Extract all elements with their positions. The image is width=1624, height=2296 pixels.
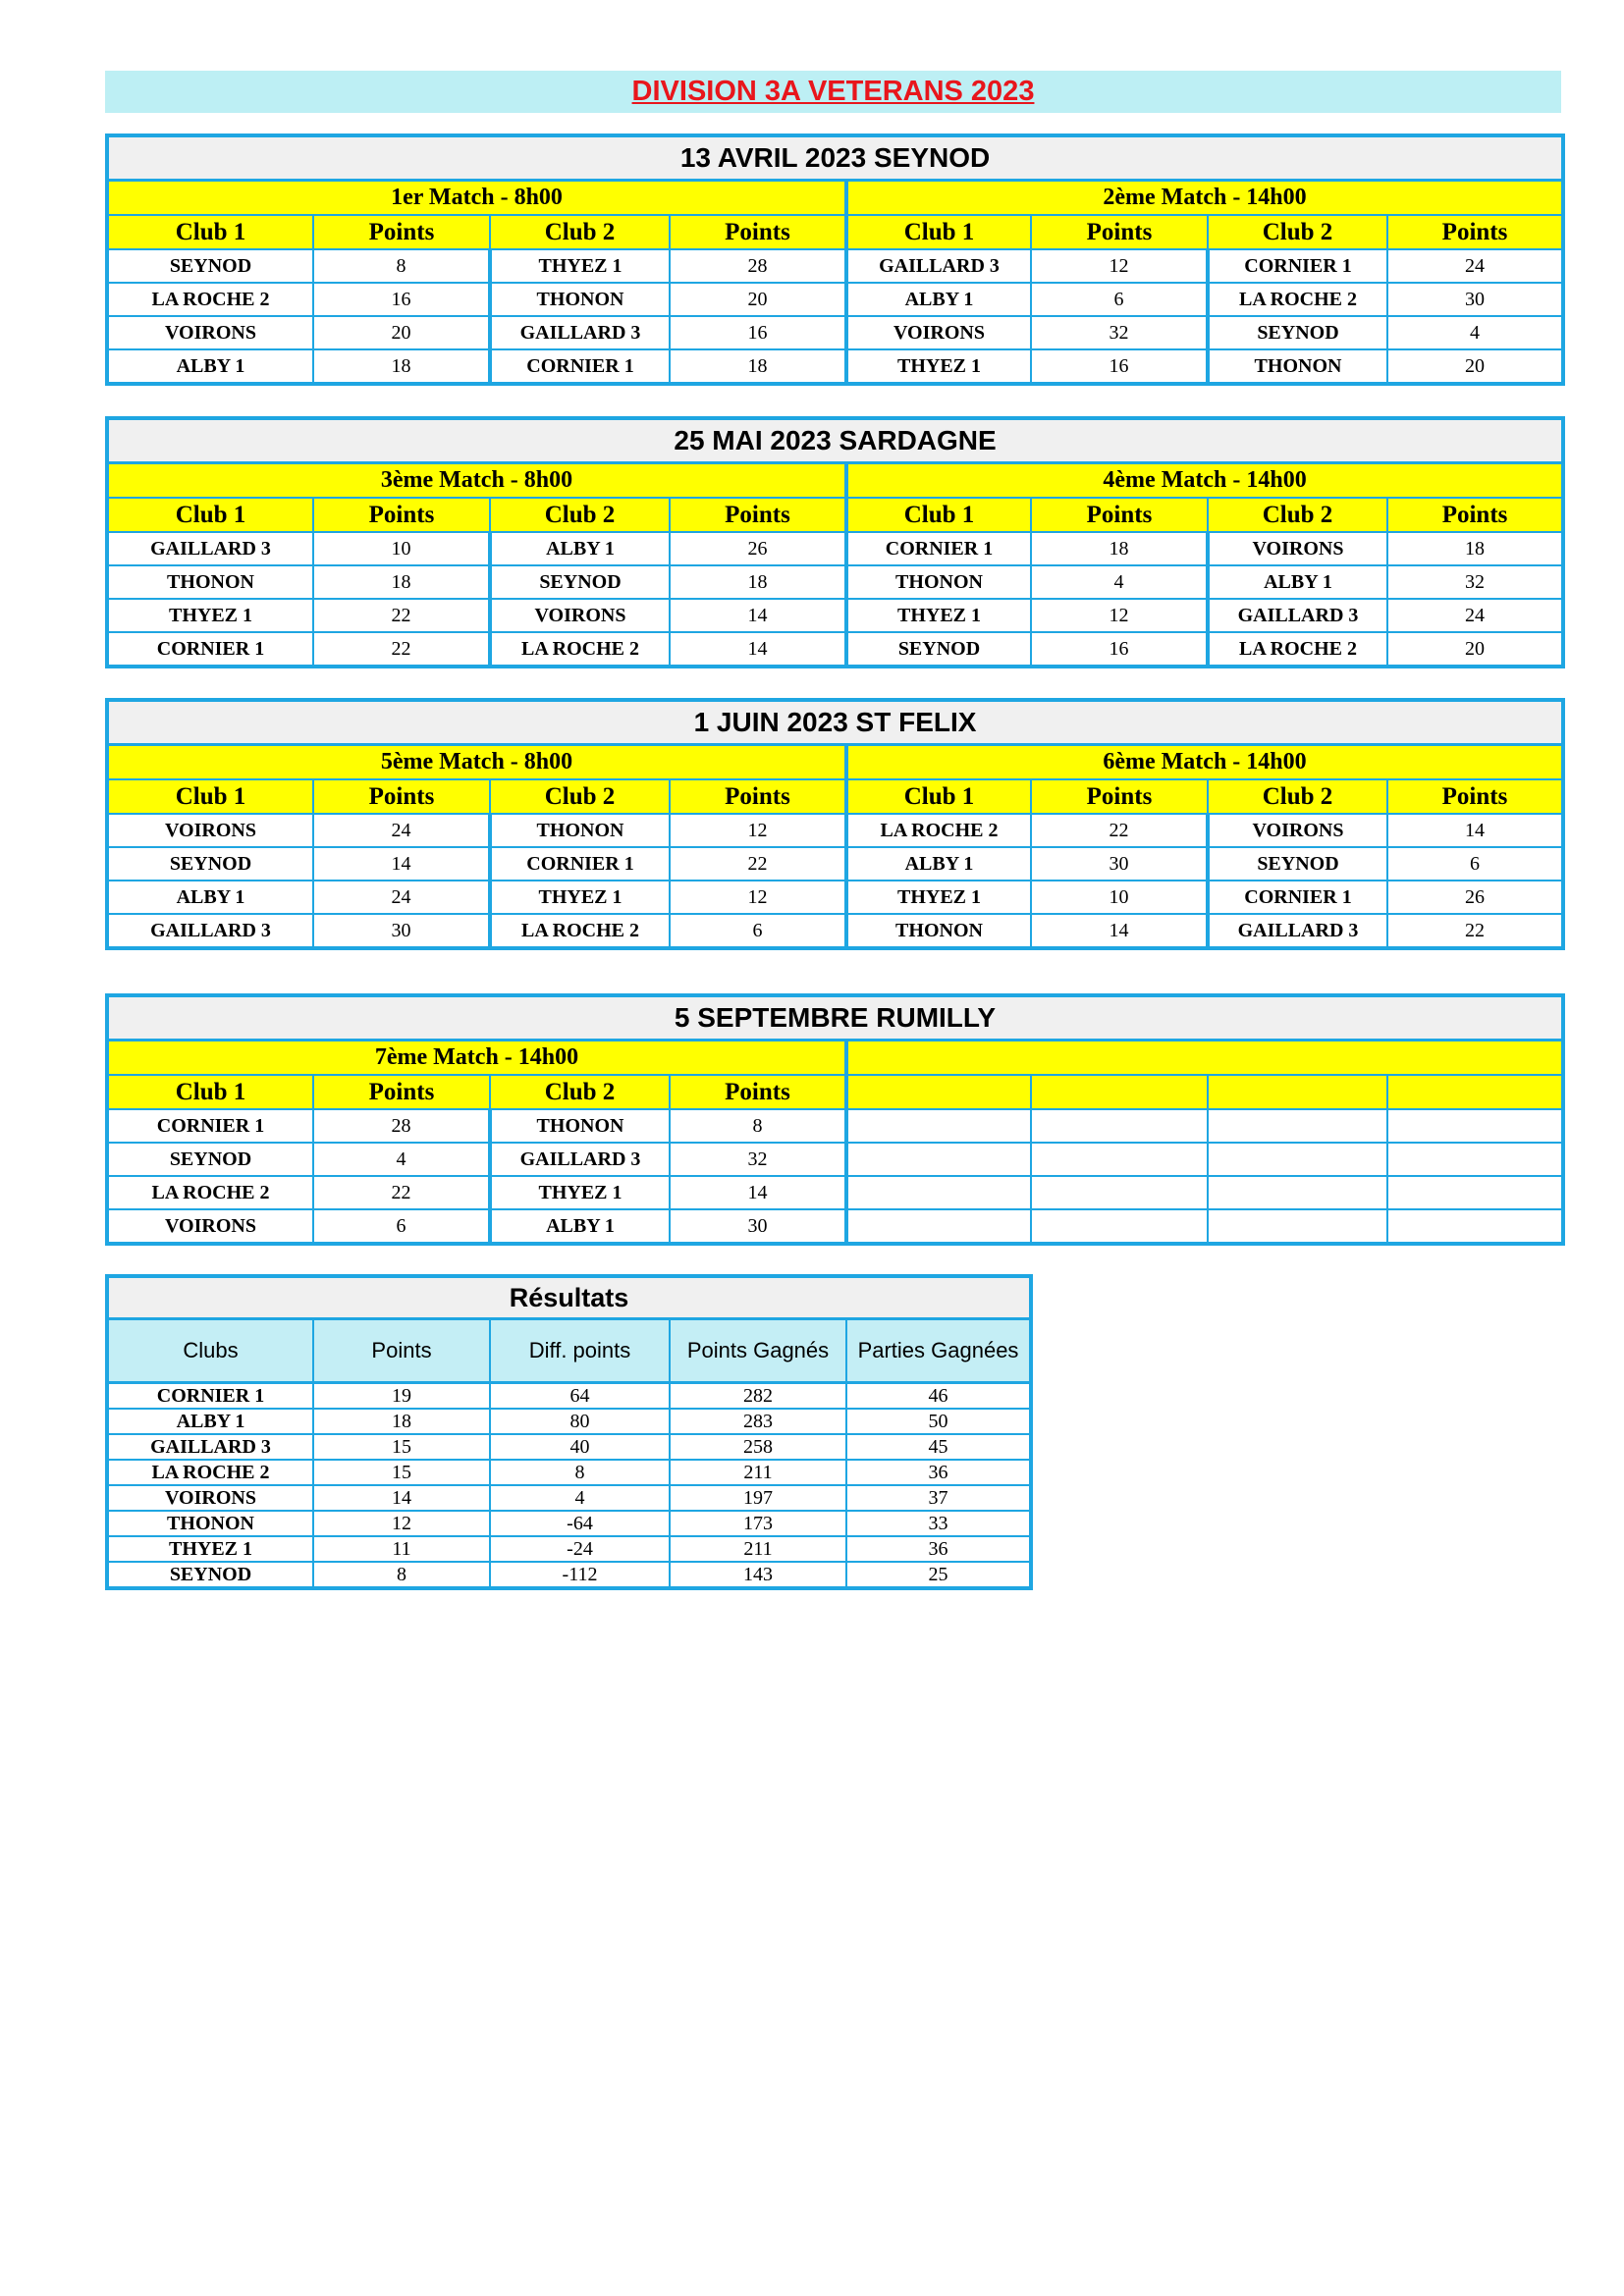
diff-cell: -112 [490, 1562, 670, 1588]
diff-cell: 40 [490, 1434, 670, 1460]
club-cell: CORNIER 1 [846, 532, 1031, 565]
points-cell: 32 [1031, 316, 1208, 349]
results-row [107, 1460, 1031, 1485]
points-cell: 14 [670, 1176, 846, 1209]
club-cell: LA ROCHE 2 [107, 1460, 313, 1485]
points-won-cell: 143 [670, 1562, 846, 1588]
header-points: Points [1031, 779, 1208, 814]
table-row [107, 1109, 1563, 1143]
header-club1: Club 1 [846, 498, 1031, 532]
header-club2: Club 2 [490, 779, 670, 814]
empty-header-cell [1031, 1075, 1208, 1109]
club-cell: CORNIER 1 [1208, 881, 1387, 914]
club-cell: THYEZ 1 [846, 881, 1031, 914]
points-cell: 30 [1031, 847, 1208, 881]
points-won-cell: 197 [670, 1485, 846, 1511]
points-cell: 10 [313, 532, 490, 565]
points-cell: 15 [313, 1434, 490, 1460]
results-title: Résultats [107, 1276, 1031, 1319]
points-cell: 24 [1387, 249, 1563, 283]
results-row [107, 1536, 1031, 1562]
points-cell: 18 [670, 349, 846, 384]
table-row [107, 349, 1563, 384]
table-row [107, 249, 1563, 283]
points-cell: 26 [670, 532, 846, 565]
club-cell: THYEZ 1 [490, 249, 670, 283]
club-cell: ALBY 1 [490, 532, 670, 565]
club-cell: ALBY 1 [846, 847, 1031, 881]
results-table [105, 1274, 1033, 1590]
club-cell: THYEZ 1 [107, 599, 313, 632]
table-row [107, 283, 1563, 316]
diff-cell: 80 [490, 1409, 670, 1434]
club-cell: ALBY 1 [107, 1409, 313, 1434]
club-cell: CORNIER 1 [107, 1109, 313, 1143]
day-date: 5 SEPTEMBRE RUMILLY [107, 995, 1563, 1041]
table-row [107, 532, 1563, 565]
header-club1: Club 1 [107, 1075, 313, 1109]
points-cell: 14 [1031, 914, 1208, 948]
points-cell: 14 [313, 847, 490, 881]
club-cell: VOIRONS [1208, 532, 1387, 565]
club-cell: THONON [1208, 349, 1387, 384]
points-cell: 28 [670, 249, 846, 283]
empty-cell [1208, 1176, 1387, 1209]
results-header: Points [313, 1319, 490, 1383]
day-table-2 [105, 416, 1565, 668]
table-row [107, 565, 1563, 599]
diff-cell: 4 [490, 1485, 670, 1511]
points-cell: 14 [313, 1485, 490, 1511]
points-cell: 18 [1387, 532, 1563, 565]
club-cell: CORNIER 1 [107, 1383, 313, 1410]
club-cell: LA ROCHE 2 [846, 814, 1031, 847]
club-cell: GAILLARD 3 [107, 532, 313, 565]
header-club1: Club 1 [846, 779, 1031, 814]
games-won-cell: 25 [846, 1562, 1031, 1588]
diff-cell: 8 [490, 1460, 670, 1485]
points-cell: 22 [313, 599, 490, 632]
empty-cell [1208, 1143, 1387, 1176]
table-row [107, 1143, 1563, 1176]
points-cell: 32 [670, 1143, 846, 1176]
club-cell: LA ROCHE 2 [107, 283, 313, 316]
empty-cell [1387, 1176, 1563, 1209]
club-cell: ALBY 1 [1208, 565, 1387, 599]
header-club2: Club 2 [1208, 215, 1387, 249]
points-won-cell: 283 [670, 1409, 846, 1434]
match-label: 6ème Match - 14h00 [846, 745, 1563, 780]
empty-header-cell [846, 1075, 1031, 1109]
points-cell: 18 [670, 565, 846, 599]
points-cell: 22 [1031, 814, 1208, 847]
title-bar [105, 71, 1561, 113]
empty-cell [1031, 1209, 1208, 1244]
club-cell: GAILLARD 3 [490, 316, 670, 349]
match-label: 2ème Match - 14h00 [846, 181, 1563, 216]
club-cell: ALBY 1 [107, 881, 313, 914]
points-cell: 16 [1031, 349, 1208, 384]
club-cell: THONON [846, 565, 1031, 599]
points-cell: 8 [313, 1562, 490, 1588]
points-cell: 18 [313, 1409, 490, 1434]
points-cell: 8 [313, 249, 490, 283]
empty-header-cell [1387, 1075, 1563, 1109]
points-won-cell: 211 [670, 1536, 846, 1562]
points-cell: 20 [313, 316, 490, 349]
club-cell: LA ROCHE 2 [1208, 632, 1387, 667]
header-points: Points [670, 498, 846, 532]
points-cell: 16 [670, 316, 846, 349]
club-cell: GAILLARD 3 [107, 914, 313, 948]
header-points: Points [670, 779, 846, 814]
empty-cell [846, 1176, 1031, 1209]
points-cell: 8 [670, 1109, 846, 1143]
points-cell: 30 [670, 1209, 846, 1244]
match-label: 5ème Match - 8h00 [107, 745, 846, 780]
header-points: Points [1031, 498, 1208, 532]
empty-cell [1208, 1109, 1387, 1143]
day-date: 13 AVRIL 2023 SEYNOD [107, 135, 1563, 181]
header-points: Points [670, 215, 846, 249]
match-label: 7ème Match - 14h00 [107, 1041, 846, 1076]
header-club2: Club 2 [1208, 498, 1387, 532]
points-cell: 12 [670, 814, 846, 847]
empty-cell [846, 1109, 1031, 1143]
club-cell: SEYNOD [107, 249, 313, 283]
points-cell: 26 [1387, 881, 1563, 914]
club-cell: THONON [846, 914, 1031, 948]
games-won-cell: 33 [846, 1511, 1031, 1536]
header-club2: Club 2 [490, 1075, 670, 1109]
header-points: Points [1031, 215, 1208, 249]
match-label: 1er Match - 8h00 [107, 181, 846, 216]
points-cell: 30 [313, 914, 490, 948]
club-cell: ALBY 1 [846, 283, 1031, 316]
day-table-4 [105, 993, 1565, 1246]
results-header: Clubs [107, 1319, 313, 1383]
header-points: Points [1387, 215, 1563, 249]
header-points: Points [670, 1075, 846, 1109]
empty-cell [1031, 1143, 1208, 1176]
points-cell: 28 [313, 1109, 490, 1143]
points-cell: 22 [313, 1176, 490, 1209]
club-cell: VOIRONS [107, 814, 313, 847]
club-cell: SEYNOD [107, 847, 313, 881]
header-points: Points [313, 1075, 490, 1109]
club-cell: GAILLARD 3 [846, 249, 1031, 283]
points-cell: 16 [1031, 632, 1208, 667]
points-cell: 6 [1387, 847, 1563, 881]
results-header: Points Gagnés [670, 1319, 846, 1383]
club-cell: SEYNOD [846, 632, 1031, 667]
points-cell: 24 [313, 814, 490, 847]
points-cell: 20 [1387, 632, 1563, 667]
club-cell: VOIRONS [490, 599, 670, 632]
results-row [107, 1409, 1031, 1434]
points-cell: 22 [313, 632, 490, 667]
club-cell: LA ROCHE 2 [490, 632, 670, 667]
club-cell: LA ROCHE 2 [1208, 283, 1387, 316]
club-cell: CORNIER 1 [1208, 249, 1387, 283]
empty-header-cell [1208, 1075, 1387, 1109]
games-won-cell: 50 [846, 1409, 1031, 1434]
diff-cell: 64 [490, 1383, 670, 1410]
points-cell: 6 [670, 914, 846, 948]
points-cell: 14 [670, 632, 846, 667]
points-cell: 4 [1387, 316, 1563, 349]
points-cell: 11 [313, 1536, 490, 1562]
results-row [107, 1562, 1031, 1588]
header-points: Points [313, 215, 490, 249]
club-cell: THYEZ 1 [846, 599, 1031, 632]
games-won-cell: 36 [846, 1536, 1031, 1562]
table-row [107, 814, 1563, 847]
club-cell: ALBY 1 [107, 349, 313, 384]
table-row [107, 1176, 1563, 1209]
club-cell: SEYNOD [490, 565, 670, 599]
points-cell: 4 [1031, 565, 1208, 599]
results-header: Diff. points [490, 1319, 670, 1383]
club-cell: VOIRONS [846, 316, 1031, 349]
table-row [107, 847, 1563, 881]
games-won-cell: 45 [846, 1434, 1031, 1460]
points-cell: 32 [1387, 565, 1563, 599]
header-club2: Club 2 [490, 215, 670, 249]
points-cell: 22 [1387, 914, 1563, 948]
empty-match-cell [846, 1041, 1563, 1076]
points-cell: 20 [1387, 349, 1563, 384]
header-points: Points [313, 779, 490, 814]
club-cell: THONON [490, 814, 670, 847]
diff-cell: -24 [490, 1536, 670, 1562]
games-won-cell: 36 [846, 1460, 1031, 1485]
points-cell: 24 [1387, 599, 1563, 632]
table-row [107, 599, 1563, 632]
results-row [107, 1485, 1031, 1511]
points-cell: 6 [1031, 283, 1208, 316]
points-cell: 12 [1031, 249, 1208, 283]
points-cell: 30 [1387, 283, 1563, 316]
club-cell: CORNIER 1 [490, 847, 670, 881]
games-won-cell: 37 [846, 1485, 1031, 1511]
header-points: Points [313, 498, 490, 532]
empty-cell [1208, 1209, 1387, 1244]
games-won-cell: 46 [846, 1383, 1031, 1410]
club-cell: VOIRONS [107, 1485, 313, 1511]
points-cell: 18 [1031, 532, 1208, 565]
club-cell: CORNIER 1 [490, 349, 670, 384]
club-cell: VOIRONS [107, 1209, 313, 1244]
day-date: 25 MAI 2023 SARDAGNE [107, 418, 1563, 463]
club-cell: THYEZ 1 [107, 1536, 313, 1562]
club-cell: THONON [490, 1109, 670, 1143]
points-cell: 10 [1031, 881, 1208, 914]
club-cell: THONON [490, 283, 670, 316]
header-club1: Club 1 [107, 215, 313, 249]
club-cell: VOIRONS [107, 316, 313, 349]
points-cell: 19 [313, 1383, 490, 1410]
points-cell: 20 [670, 283, 846, 316]
club-cell: SEYNOD [107, 1562, 313, 1588]
header-club2: Club 2 [1208, 779, 1387, 814]
empty-cell [1387, 1109, 1563, 1143]
header-club1: Club 1 [107, 498, 313, 532]
club-cell: SEYNOD [1208, 847, 1387, 881]
club-cell: VOIRONS [1208, 814, 1387, 847]
table-row [107, 632, 1563, 667]
points-cell: 14 [1387, 814, 1563, 847]
day-table-3 [105, 698, 1565, 950]
results-row [107, 1511, 1031, 1536]
day-table-1 [105, 133, 1565, 386]
club-cell: THONON [107, 565, 313, 599]
results-row [107, 1434, 1031, 1460]
table-row [107, 316, 1563, 349]
empty-cell [1031, 1109, 1208, 1143]
empty-cell [1387, 1143, 1563, 1176]
club-cell: THONON [107, 1511, 313, 1536]
points-cell: 15 [313, 1460, 490, 1485]
club-cell: LA ROCHE 2 [490, 914, 670, 948]
points-cell: 18 [313, 349, 490, 384]
empty-cell [1387, 1209, 1563, 1244]
points-cell: 18 [313, 565, 490, 599]
header-club2: Club 2 [490, 498, 670, 532]
header-points: Points [1387, 779, 1563, 814]
points-cell: 12 [313, 1511, 490, 1536]
club-cell: THYEZ 1 [846, 349, 1031, 384]
empty-cell [846, 1143, 1031, 1176]
table-row [107, 914, 1563, 948]
results-header: Parties Gagnées [846, 1319, 1031, 1383]
table-row [107, 881, 1563, 914]
empty-cell [846, 1209, 1031, 1244]
empty-cell [1031, 1176, 1208, 1209]
club-cell: GAILLARD 3 [1208, 914, 1387, 948]
club-cell: CORNIER 1 [107, 632, 313, 667]
points-cell: 24 [313, 881, 490, 914]
document-title: DIVISION 3A VETERANS 2023 [631, 76, 1035, 107]
club-cell: GAILLARD 3 [490, 1143, 670, 1176]
points-won-cell: 173 [670, 1511, 846, 1536]
club-cell: THYEZ 1 [490, 881, 670, 914]
points-cell: 14 [670, 599, 846, 632]
points-won-cell: 282 [670, 1383, 846, 1410]
header-club1: Club 1 [846, 215, 1031, 249]
club-cell: GAILLARD 3 [1208, 599, 1387, 632]
points-cell: 6 [313, 1209, 490, 1244]
club-cell: GAILLARD 3 [107, 1434, 313, 1460]
club-cell: THYEZ 1 [490, 1176, 670, 1209]
match-label: 3ème Match - 8h00 [107, 463, 846, 499]
points-won-cell: 258 [670, 1434, 846, 1460]
day-date: 1 JUIN 2023 ST FELIX [107, 700, 1563, 745]
points-cell: 16 [313, 283, 490, 316]
club-cell: SEYNOD [107, 1143, 313, 1176]
points-cell: 22 [670, 847, 846, 881]
table-row [107, 1209, 1563, 1244]
points-cell: 4 [313, 1143, 490, 1176]
results-row [107, 1383, 1031, 1410]
header-points: Points [1387, 498, 1563, 532]
points-cell: 12 [670, 881, 846, 914]
header-club1: Club 1 [107, 779, 313, 814]
diff-cell: -64 [490, 1511, 670, 1536]
club-cell: SEYNOD [1208, 316, 1387, 349]
points-cell: 12 [1031, 599, 1208, 632]
match-label: 4ème Match - 14h00 [846, 463, 1563, 499]
points-won-cell: 211 [670, 1460, 846, 1485]
club-cell: LA ROCHE 2 [107, 1176, 313, 1209]
club-cell: ALBY 1 [490, 1209, 670, 1244]
